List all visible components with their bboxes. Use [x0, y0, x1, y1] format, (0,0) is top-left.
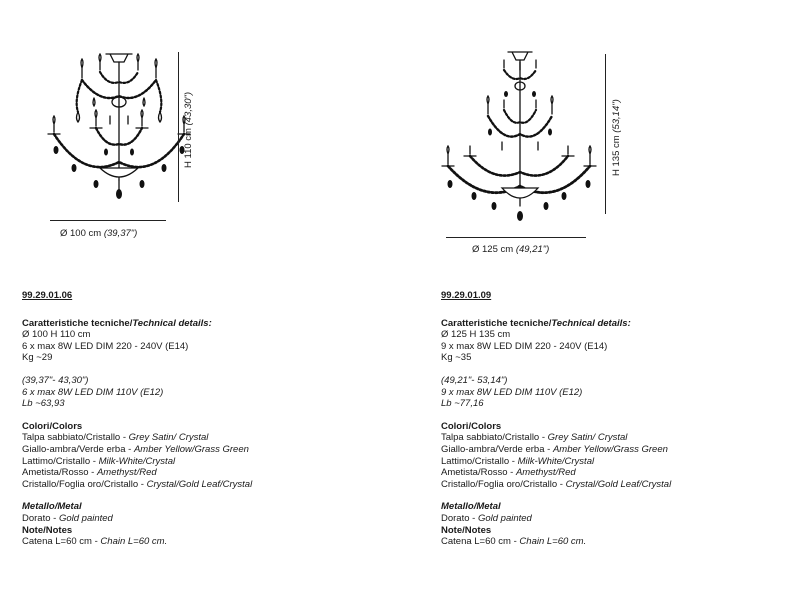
product-code: 99.29.01.09: [441, 290, 492, 301]
colors-title: Colori/Colors: [441, 420, 502, 432]
chandelier-drawing-large: [440, 46, 598, 226]
notes-value: Catena L=60 cm - Chain L=60 cm.: [441, 536, 587, 548]
metal-title: Metallo/Metal: [22, 501, 82, 513]
color-option: Cristallo/Foglia oro/Cristallo - Crystal/Gold Leaf/Crystal: [22, 478, 253, 490]
width-dimension-label: Ø 100 cm (39,37"): [60, 228, 138, 239]
metal-value: Dorato - Gold painted: [441, 512, 532, 524]
tech-line: 6 x max 8W LED DIM 220 - 240V (E14): [22, 340, 189, 352]
chandelier-drawing-small: [44, 40, 194, 210]
notes-title: Note/Notes: [441, 524, 492, 536]
product-code: 99.29.01.06: [22, 290, 73, 301]
color-option: Ametista/Rosso - Amethyst/Red: [22, 467, 157, 479]
notes-title: Note/Notes: [22, 524, 73, 536]
width-dimension-line: [446, 237, 586, 238]
us-line: Lb ~63,93: [22, 398, 65, 410]
tech-line: Ø 125 H 135 cm: [441, 329, 511, 341]
notes-value: Catena L=60 cm - Chain L=60 cm.: [22, 536, 168, 548]
tech-line: Ø 100 H 110 cm: [22, 329, 91, 341]
us-line: Lb ~77,16: [441, 398, 484, 410]
colors-title: Colori/Colors: [22, 420, 83, 432]
height-dimension-label: H 110 cm (43,30"): [183, 91, 194, 168]
width-dimension-line: [50, 220, 166, 221]
height-dimension-label: H 135 cm (53,14"): [611, 99, 622, 176]
tech-line: 9 x max 8W LED DIM 220 - 240V (E14): [441, 340, 608, 352]
us-line: (39,37"- 43,30"): [22, 374, 89, 386]
metal-value: Dorato - Gold painted: [22, 512, 113, 524]
us-line: 6 x max 8W LED DIM 110V (E12): [22, 386, 164, 398]
height-dimension-line: [178, 52, 179, 202]
tech-line: Kg ~35: [441, 352, 472, 364]
width-dimension-label: Ø 125 cm (49,21"): [472, 244, 550, 255]
tech-line: Kg ~29: [22, 352, 53, 364]
color-option: Ametista/Rosso - Amethyst/Red: [441, 467, 576, 479]
color-option: Talpa sabbiato/Cristallo - Grey Satin/ Crystal: [441, 432, 628, 444]
us-line: 9 x max 8W LED DIM 110V (E12): [441, 386, 583, 398]
spec-column-left: [22, 290, 362, 548]
tech-details-title: Caratteristiche tecniche/Technical details:: [22, 317, 212, 329]
metal-title: Metallo/Metal: [441, 501, 501, 513]
height-dimension-line: [605, 54, 606, 214]
color-option: Lattimo/Cristallo - Milk-White/Crystal: [441, 455, 595, 467]
color-option: Cristallo/Foglia oro/Cristallo - Crystal/Gold Leaf/Crystal: [441, 478, 672, 490]
us-line: (49,21"- 53,14"): [441, 374, 508, 386]
color-option: Giallo-ambra/Verde erba - Amber Yellow/Grass Green: [22, 443, 249, 455]
spec-column-right: [441, 290, 781, 548]
color-option: Talpa sabbiato/Cristallo - Grey Satin/ Crystal: [22, 432, 209, 444]
tech-details-title: Caratteristiche tecniche/Technical details:: [441, 317, 631, 329]
color-option: Giallo-ambra/Verde erba - Amber Yellow/Grass Green: [441, 443, 668, 455]
color-option: Lattimo/Cristallo - Milk-White/Crystal: [22, 455, 176, 467]
